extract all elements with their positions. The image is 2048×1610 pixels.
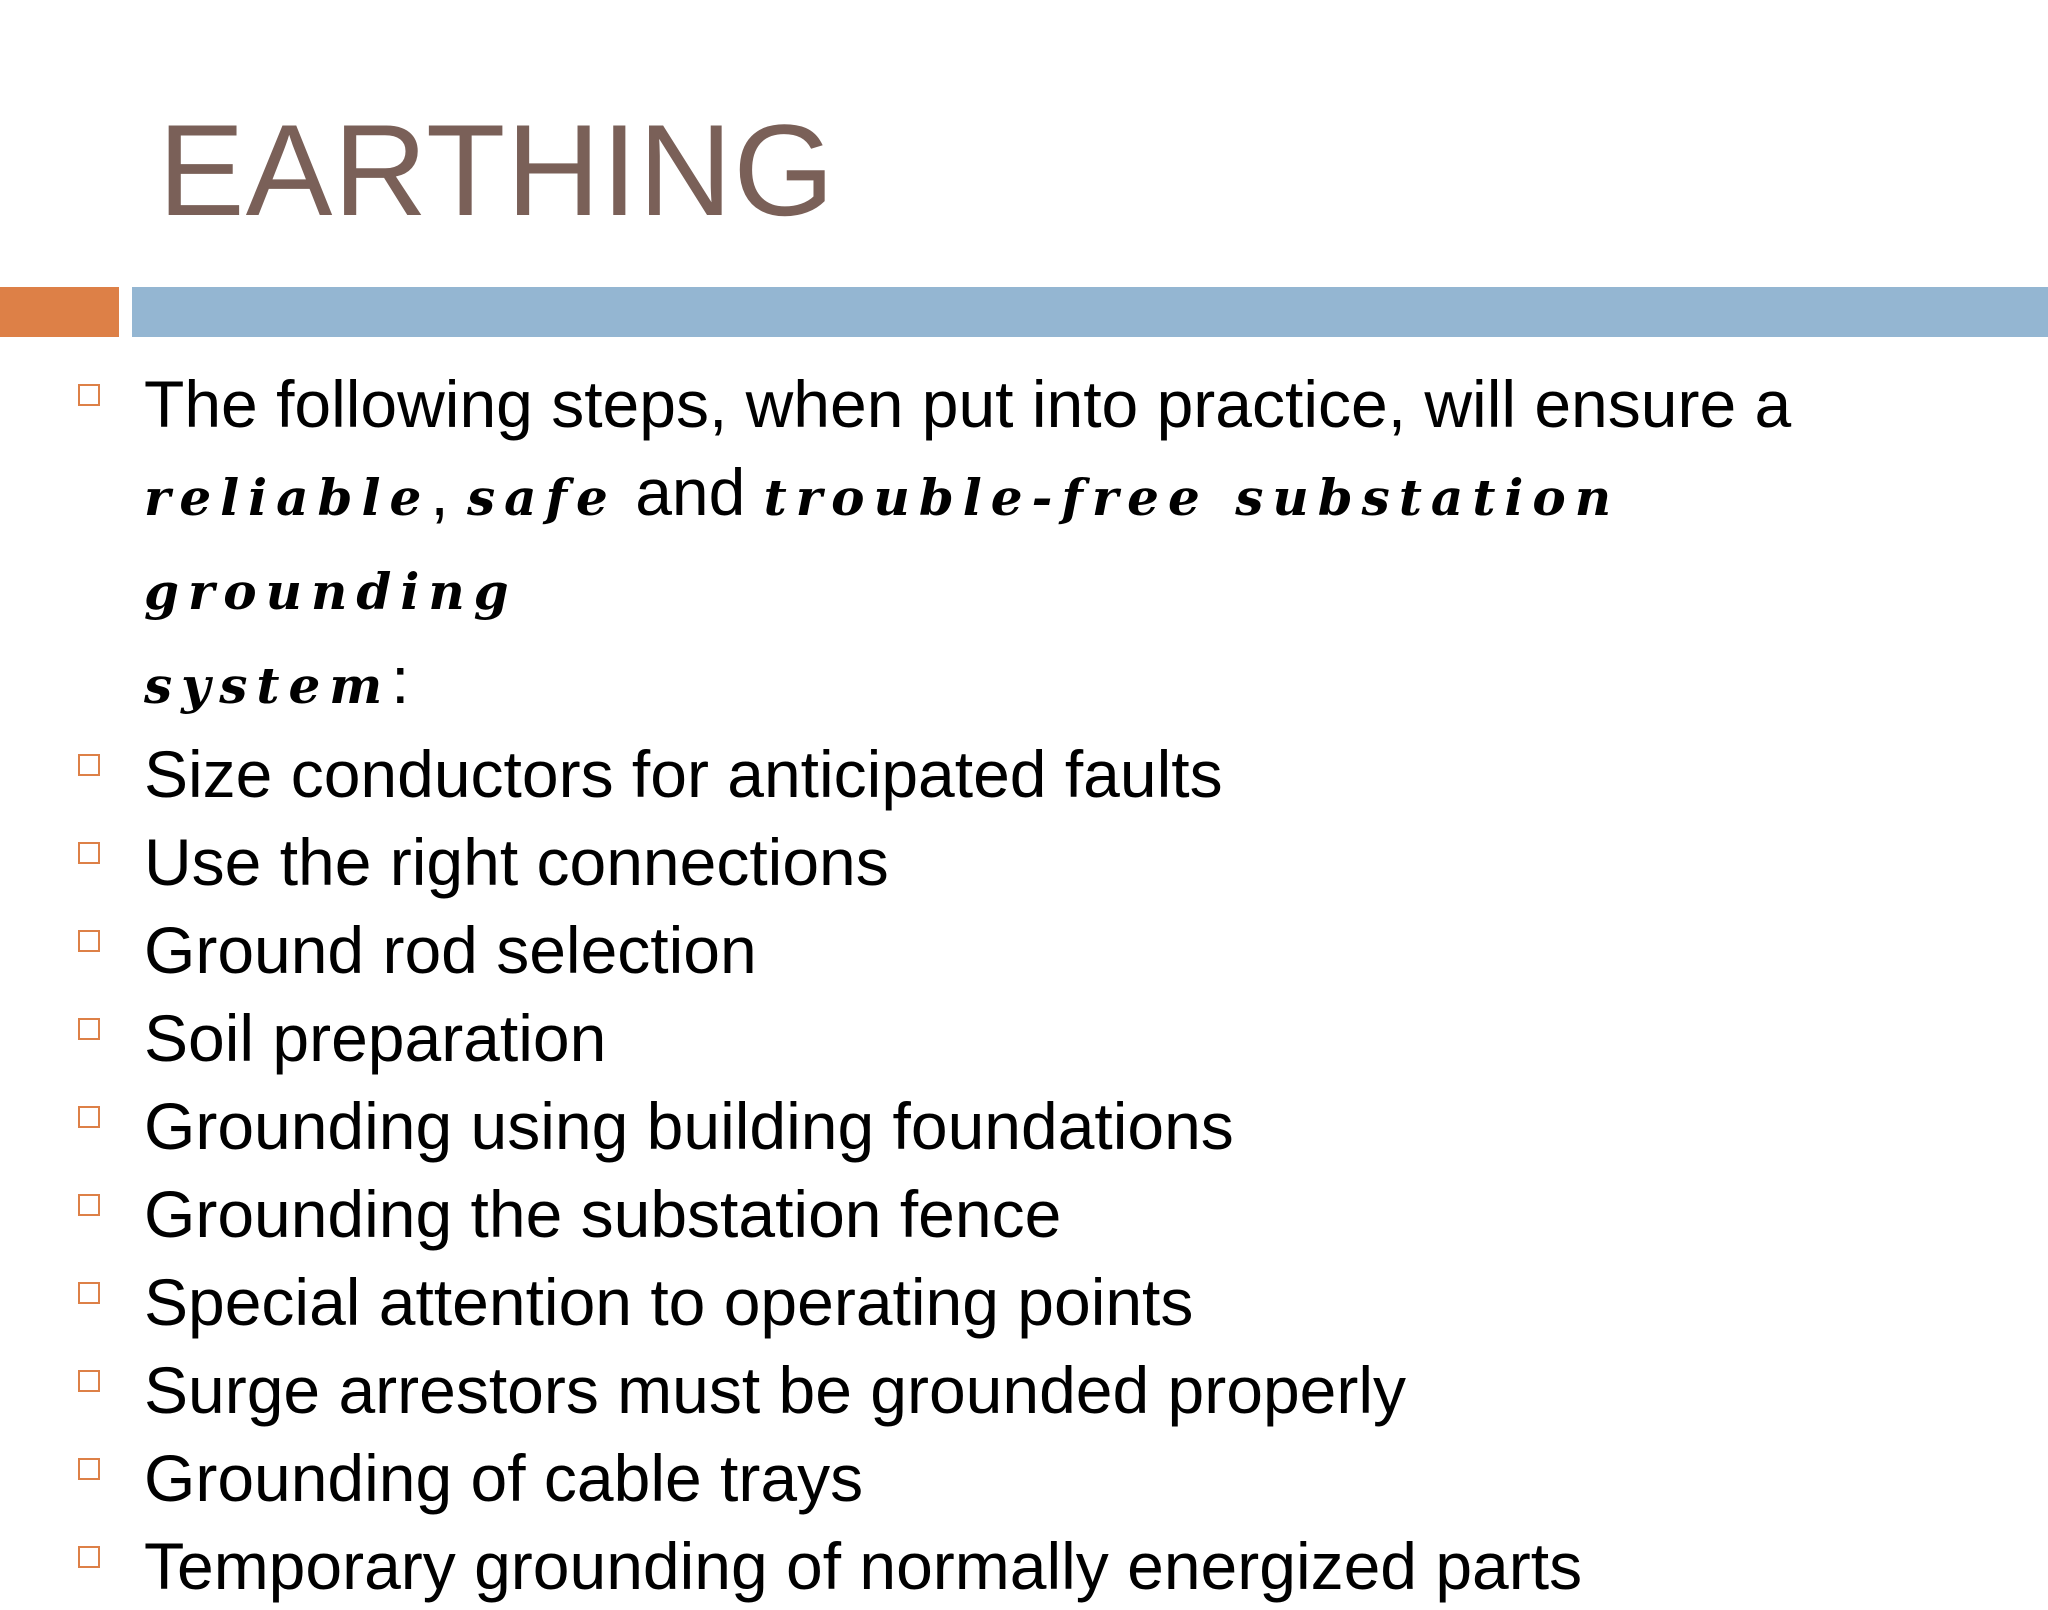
hollow-square-icon [78, 842, 100, 864]
list-item [0, 994, 2048, 1082]
list-item [0, 1434, 2048, 1522]
list-item-text: Special attention to operating points [144, 1265, 1194, 1339]
intro-stylized-reliable: reliable [144, 468, 431, 527]
hollow-square-icon [78, 1106, 100, 1128]
list-item-intro [0, 360, 2048, 730]
hollow-square-icon [78, 384, 100, 406]
list-item-text: Grounding the substation fence [144, 1177, 1062, 1251]
hollow-square-icon [78, 1370, 100, 1392]
accent-bar-blue [132, 287, 2048, 337]
hollow-square-icon [78, 1458, 100, 1480]
list-item [0, 730, 2048, 818]
list-item [0, 1346, 2048, 1434]
list-item-text: Grounding using building foundations [144, 1089, 1234, 1163]
list-item-text: Ground rod selection [144, 913, 757, 987]
list-item [0, 906, 2048, 994]
bullet-list [0, 360, 2048, 1610]
intro-and-word: and [616, 455, 764, 529]
list-item-text: Temporary grounding of normally energized parts [144, 1529, 1583, 1603]
list-item-text: Soil preparation [144, 1001, 607, 1075]
slide-title: EARTHING [158, 97, 836, 243]
list-item [0, 818, 2048, 906]
list-item [0, 1170, 2048, 1258]
hollow-square-icon [78, 1546, 100, 1568]
intro-stylized-system: system [144, 656, 392, 715]
list-item-text: Use the right connections [144, 825, 889, 899]
list-item [0, 1258, 2048, 1346]
hollow-square-icon [78, 1282, 100, 1304]
intro-text-line2 [144, 448, 2008, 636]
hollow-square-icon [78, 1018, 100, 1040]
list-item [0, 1082, 2048, 1170]
hollow-square-icon [78, 754, 100, 776]
intro-stylized-trouble-free: trouble-free substation grounding [144, 468, 1621, 621]
intro-text-line3 [144, 636, 2008, 730]
intro-separator: , [430, 455, 467, 529]
accent-bar-orange [0, 287, 119, 337]
list-item [0, 1522, 2048, 1610]
hollow-square-icon [78, 1194, 100, 1216]
intro-stylized-safe: safe [467, 468, 617, 527]
intro-colon: : [391, 643, 410, 717]
list-item-text: Grounding of cable trays [144, 1441, 864, 1515]
hollow-square-icon [78, 930, 100, 952]
intro-text-line1: The following steps, when put into practice, will ensure a [144, 367, 1792, 441]
list-item-text: Size conductors for anticipated faults [144, 737, 1223, 811]
list-item-text: Surge arrestors must be grounded properly [144, 1353, 1406, 1427]
